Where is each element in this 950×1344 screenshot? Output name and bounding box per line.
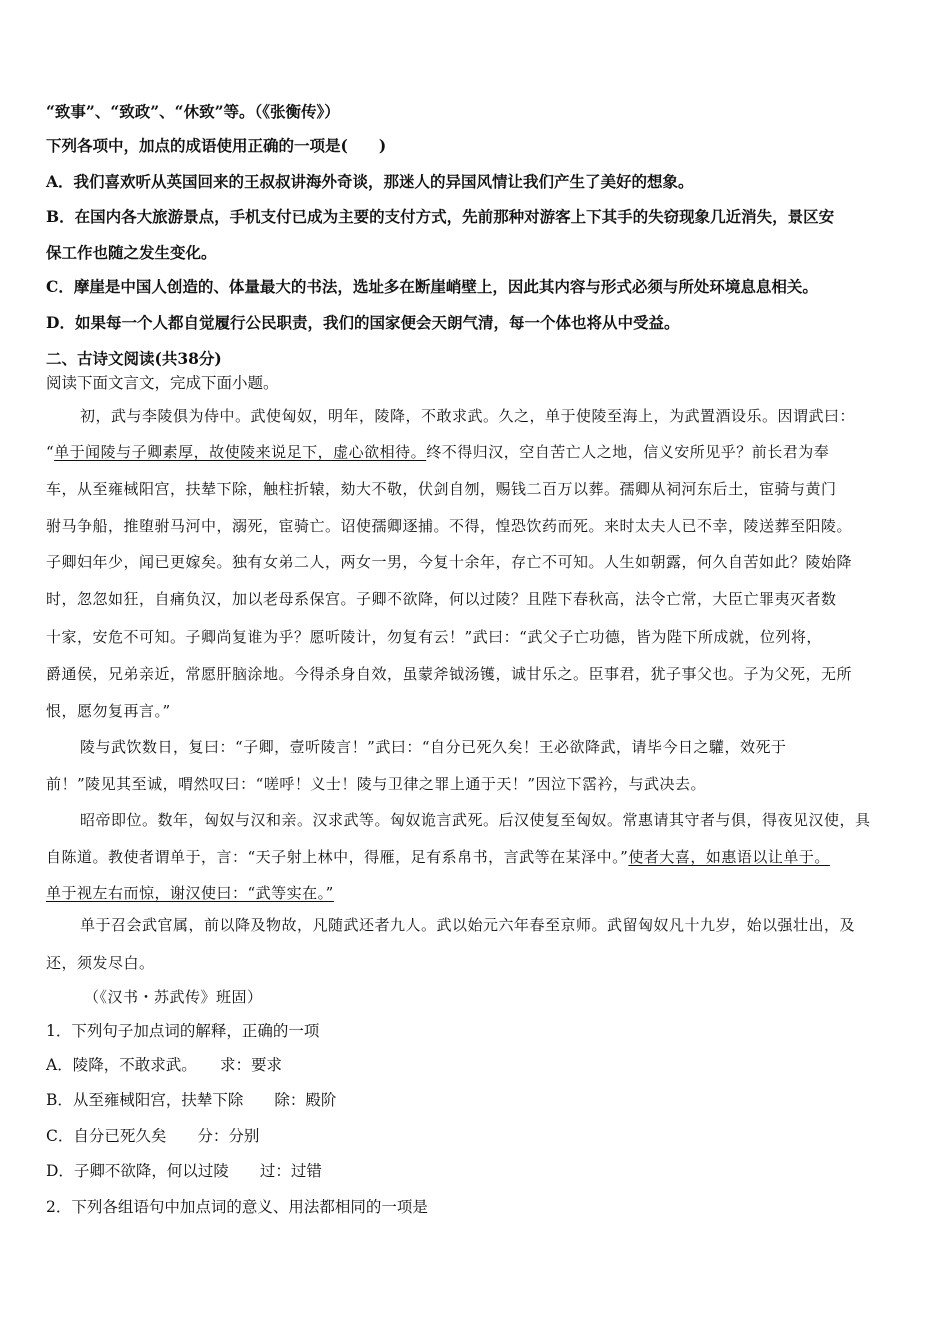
open-quote: “: [46, 443, 55, 461]
passage-p4-line1: 单于召会武官属，前以降及物故，凡随武还者九人。武以始元六年春至京师。武留匈奴凡十九岁，始以强壮出，及: [80, 916, 856, 934]
passage-p3-line1: 昭帝即位。数年，匈奴与汉和亲。汉求武等。匈奴诡言武死。后汉使复至匈奴。常惠请其守者与俱，得夜见汉使，具: [80, 811, 871, 829]
passage-p3-line2: [46, 846, 830, 867]
passage-p1-line4: 驸马争船，推堕驸马河中，溺死，宦骑亡。诏使孺卿逐捕。不得，惶恐饮药而死。来时太夫人已不幸，陵送葬至阳陵。: [46, 517, 853, 535]
idiom-option-c: C．摩崖是中国人创造的、体量最大的书法，选址多在断崖峭壁上，因此其内容与形式必须与所处环境息息相关。: [46, 277, 818, 296]
passage-source: （《汉书・苏武传》班固）: [84, 988, 263, 1006]
passage-p2-line1: 陵与武饮数日，复曰：“子卿，壹听陵言！”武曰：“自分已死久矣！王必欲降武，请毕今日之驩，效死于: [80, 738, 787, 756]
section-heading: 二、古诗文阅读(共38分): [46, 349, 222, 368]
question-2: 2．下列各组语句中加点词的意义、用法都相同的一项是: [46, 1198, 428, 1216]
question-1: 1．下列句子加点词的解释，正确的一项: [46, 1022, 320, 1040]
idiom-option-a: A．我们喜欢听从英国回来的王叔叔讲海外奇谈，那迷人的异国风情让我们产生了美好的想象。: [46, 172, 694, 191]
passage-p3-line2-start: 自陈道。教使者谓单于，言：“天子射上林中，得雁，足有系帛书，言武等在某泽中。”: [46, 848, 629, 866]
underlined-sentence-1: 单于闻陵与子卿素厚，故使陵来说足下，虚心欲相待。: [54, 443, 427, 461]
passage-p1-line8: 爵通侯，兄弟亲近，常愿肝脑涂地。今得杀身自效，虽蒙斧钺汤镬，诚甘乐之。臣事君，犹子事父也。子为父死，无所: [46, 665, 853, 683]
passage-p1-line9: 恨，愿勿复再言。”: [46, 702, 171, 720]
underlined-sentence-2a: 使者大喜，如惠语以让单于。: [628, 848, 830, 866]
passage-p4-line2: 还，须发尽白。: [46, 954, 155, 972]
question-1-option-b: B．从至雍棫阳宫，扶辇下除 除：殿阶: [46, 1091, 337, 1109]
underlined-sentence-2b: 单于视左右而惊，谢汉使曰：“武等实在。”: [46, 884, 334, 902]
intro-tail: “致事”、“致政”、“休致”等。（《张衡传》）: [46, 102, 340, 121]
passage-p1-line2: [46, 441, 829, 462]
question-1-option-d: D．子卿不欲降，何以过陵 过：过错: [46, 1162, 322, 1180]
idiom-question-stem: 下列各项中，加点的成语使用正确的一项是( ): [46, 136, 387, 155]
passage-p1-line7: 十家，安危不可知。子卿尚复谁为乎？愿听陵计，勿复有云！”武曰：“武父子亡功德，皆为陛下所成就，位列将，: [46, 628, 822, 646]
idiom-option-b-line1: B．在国内各大旅游景点，手机支付已成为主要的支付方式，先前那种对游客上下其手的失窃现象几近消失，景区安: [46, 207, 835, 226]
passage-p1-line6: 时，忽忽如狂，自痛负汉，加以老母系保宫。子卿不欲降，何以过陵？且陛下春秋高，法令亡常，大臣亡罪夷灭者数: [46, 590, 837, 608]
question-1-option-a: A．陵降，不敢求武。 求：要求: [46, 1056, 282, 1074]
section-instruction: 阅读下面文言文，完成下面小题。: [46, 374, 279, 392]
idiom-option-b-line2: 保工作也随之发生变化。: [46, 243, 217, 262]
passage-p1-line3: 车，从至雍棫阳宫，扶辇下除，触柱折辕，劾大不敬，伏剑自刎，赐钱二百万以葬。孺卿从祠河东后土，宦骑与黄门: [46, 480, 837, 498]
passage-p1-line2-rest: 终不得归汉，空自苦亡人之地，信义安所见乎？前长君为奉: [426, 443, 830, 461]
passage-p2-line2: 前！”陵见其至诚，喟然叹曰：“嗟呼！义士！陵与卫律之罪上通于天！”因泣下霑衿，与武决去。: [46, 775, 707, 793]
idiom-option-d: D．如果每一个人都自觉履行公民职责，我们的国家便会天朗气清，每一个体也将从中受益。: [46, 313, 680, 332]
passage-p1-line1: 初，武与李陵俱为侍中。武使匈奴，明年，陵降，不敢求武。久之，单于使陵至海上，为武置酒设乐。因谓武曰：: [80, 407, 856, 425]
passage-p1-line5: 子卿妇年少，闻已更嫁矣。独有女弟二人，两女一男，今复十余年，存亡不可知。人生如朝露，何久自苦如此？陵始降: [46, 553, 853, 571]
passage-p3-line3: [46, 882, 334, 903]
question-1-option-c: C．自分已死久矣 分：分别: [46, 1127, 260, 1145]
